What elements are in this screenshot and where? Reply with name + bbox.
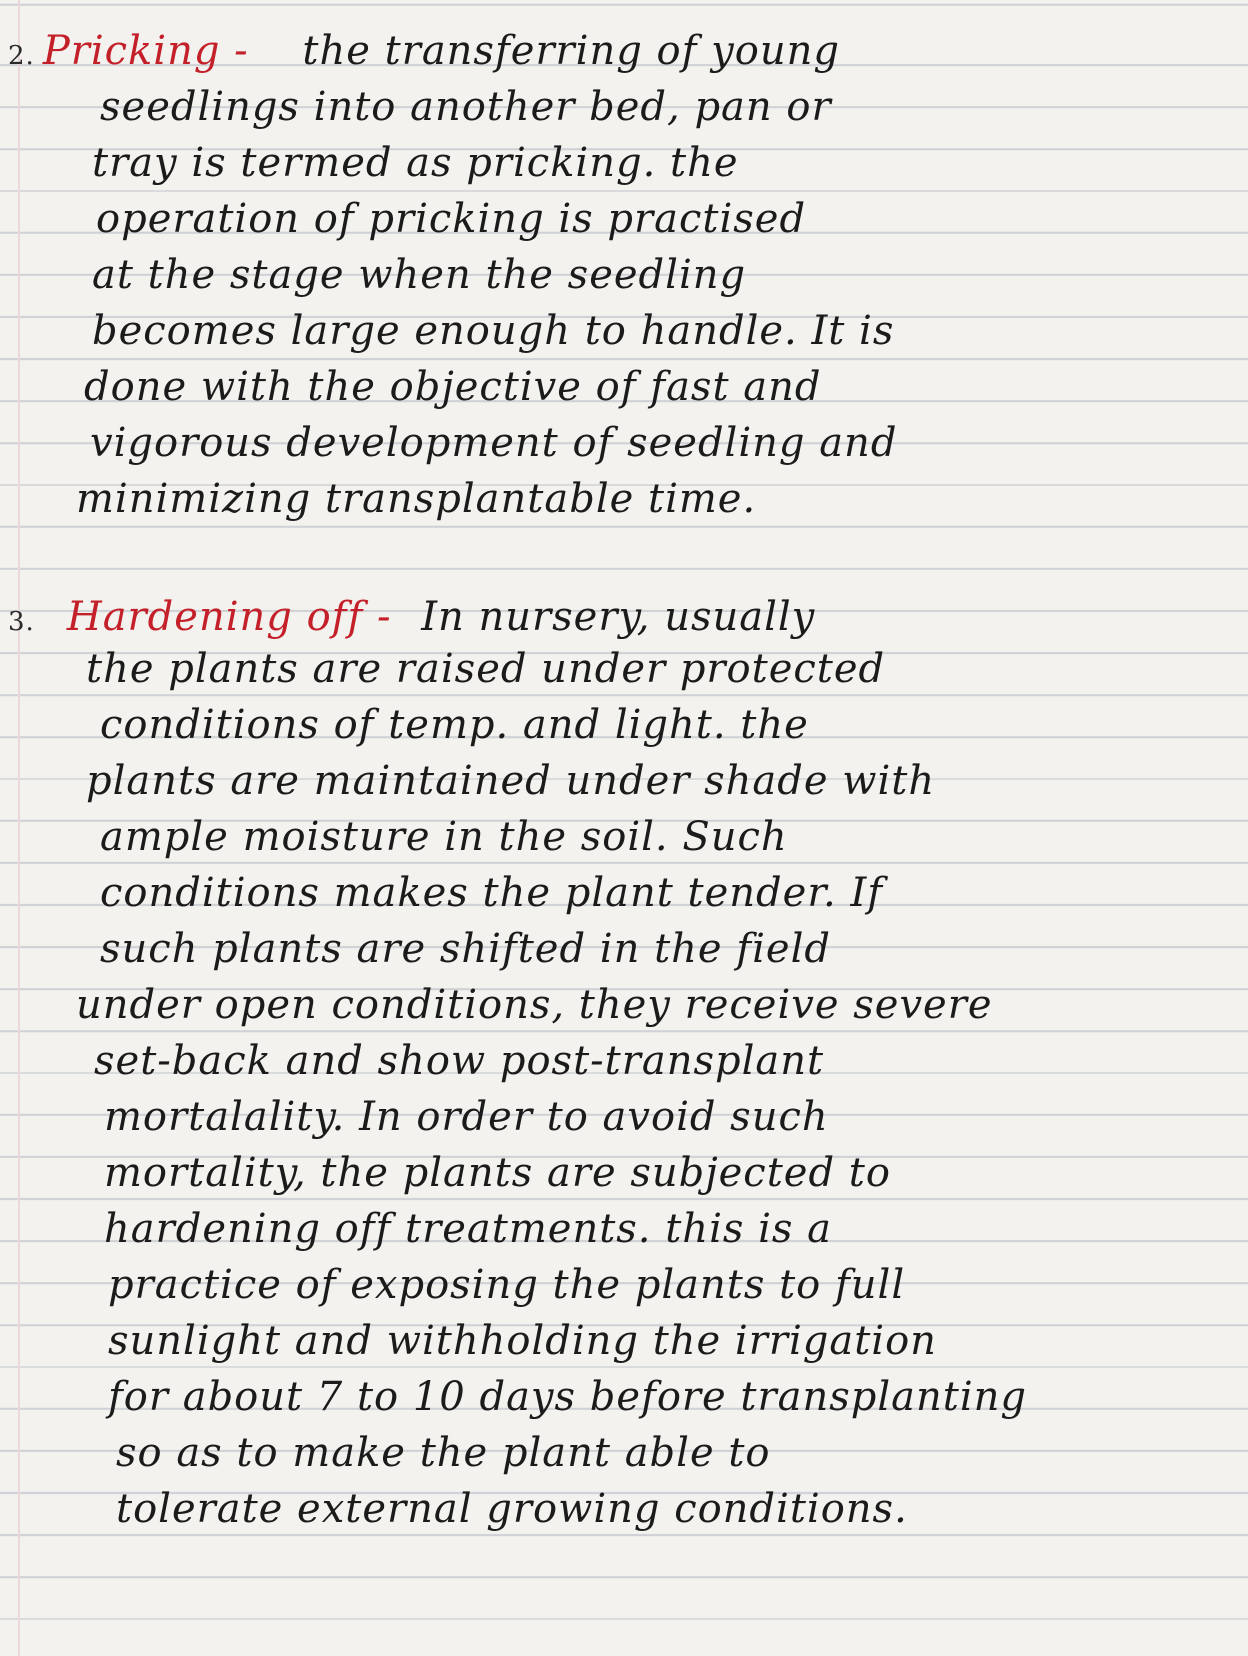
- section-heading-line: [8, 22, 840, 80]
- heading-dash: -: [220, 28, 263, 74]
- heading-dash: -: [363, 594, 406, 640]
- text-line: ample moisture in the soil. Such: [100, 814, 788, 860]
- text-line: practice of exposing the plants to full: [108, 1262, 906, 1308]
- text-line: tolerate external growing conditions.: [116, 1486, 908, 1532]
- text-line: done with the objective of fast and: [84, 364, 822, 410]
- section-heading: Pricking: [42, 28, 221, 74]
- margin-line: [18, 0, 20, 1656]
- text-line: seedlings into another bed, pan or: [100, 84, 832, 130]
- text-line: conditions makes the plant tender. If: [100, 870, 884, 916]
- text-line: so as to make the plant able to: [116, 1430, 771, 1476]
- text-line: conditions of temp. and light. the: [100, 702, 809, 748]
- text-line: hardening off treatments. this is a: [104, 1206, 832, 1252]
- section-heading: Hardening off: [66, 594, 364, 640]
- text-line: the plants are raised under protected: [86, 646, 886, 692]
- text-line: set-back and show post-transplant: [94, 1038, 825, 1084]
- section-number: 2.: [8, 41, 35, 71]
- text-line: at the stage when the seedling: [92, 252, 747, 298]
- text-line: operation of pricking is practised: [96, 196, 807, 242]
- text-line: tray is termed as pricking. the: [92, 140, 739, 186]
- section-heading-line: [8, 588, 815, 646]
- text-line: under open conditions, they receive severe: [76, 982, 993, 1028]
- text-line: In nursery, usually: [421, 594, 816, 640]
- text-line: such plants are shifted in the field: [100, 926, 831, 972]
- text-line: becomes large enough to handle. It is: [92, 308, 895, 354]
- text-line: for about 7 to 10 days before transplanting: [108, 1374, 1027, 1420]
- text-line: the transferring of young: [302, 28, 840, 74]
- text-line: sunlight and withholding the irrigation: [108, 1318, 937, 1364]
- text-line: vigorous development of seedling and: [90, 420, 898, 466]
- section-number: 3.: [8, 607, 35, 637]
- text-line: minimizing transplantable time.: [76, 476, 757, 522]
- text-line: mortalality. In order to avoid such: [104, 1094, 829, 1140]
- text-line: plants are maintained under shade with: [86, 758, 936, 804]
- text-line: mortality, the plants are subjected to: [104, 1150, 891, 1196]
